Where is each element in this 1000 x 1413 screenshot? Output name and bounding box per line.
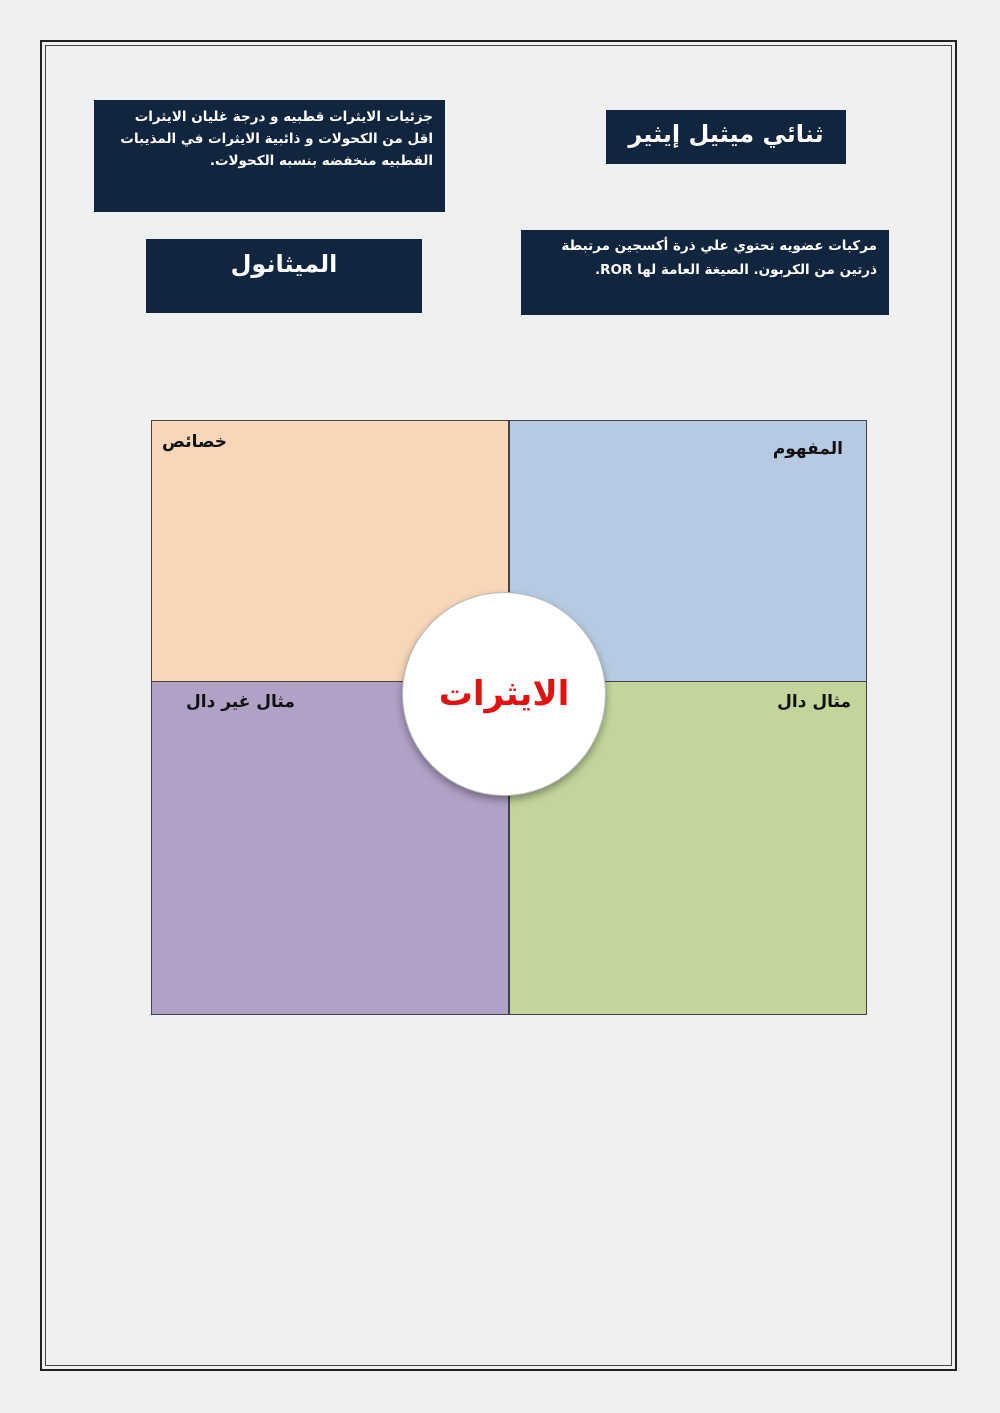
center-title: الايثرات — [438, 674, 570, 714]
answer-card-properties-text: جزئيات الايثرات قطبيه و درجة غليان الايثرات اقل من الكحولات و ذائبية الايثرات في المذيبات القطبيه منخفضه بنسبه الكحولات. — [120, 109, 433, 169]
answer-card-properties[interactable] — [94, 100, 445, 212]
answer-card-concept-text: مركبات عضويه تحتوي علي ذرة أكسجين مرتبطة ذرتين من الكربون. الصيغة العامة لها ROR. — [561, 238, 877, 278]
answer-card-methanol[interactable] — [146, 239, 422, 313]
concept-label: المفهوم — [772, 439, 843, 459]
answer-card-concept[interactable] — [521, 230, 889, 315]
answer-card-methanol-text: الميثانول — [230, 250, 338, 278]
answer-card-dimethyl-ether-text: ثنائي ميثيل إيثير — [628, 120, 824, 148]
example-label: مثال دال — [777, 692, 851, 712]
center-circle — [402, 592, 606, 796]
answer-card-dimethyl-ether[interactable] — [606, 110, 846, 164]
features-label: خصائص — [162, 432, 227, 452]
non-example-label: مثال غير دال — [186, 692, 295, 712]
